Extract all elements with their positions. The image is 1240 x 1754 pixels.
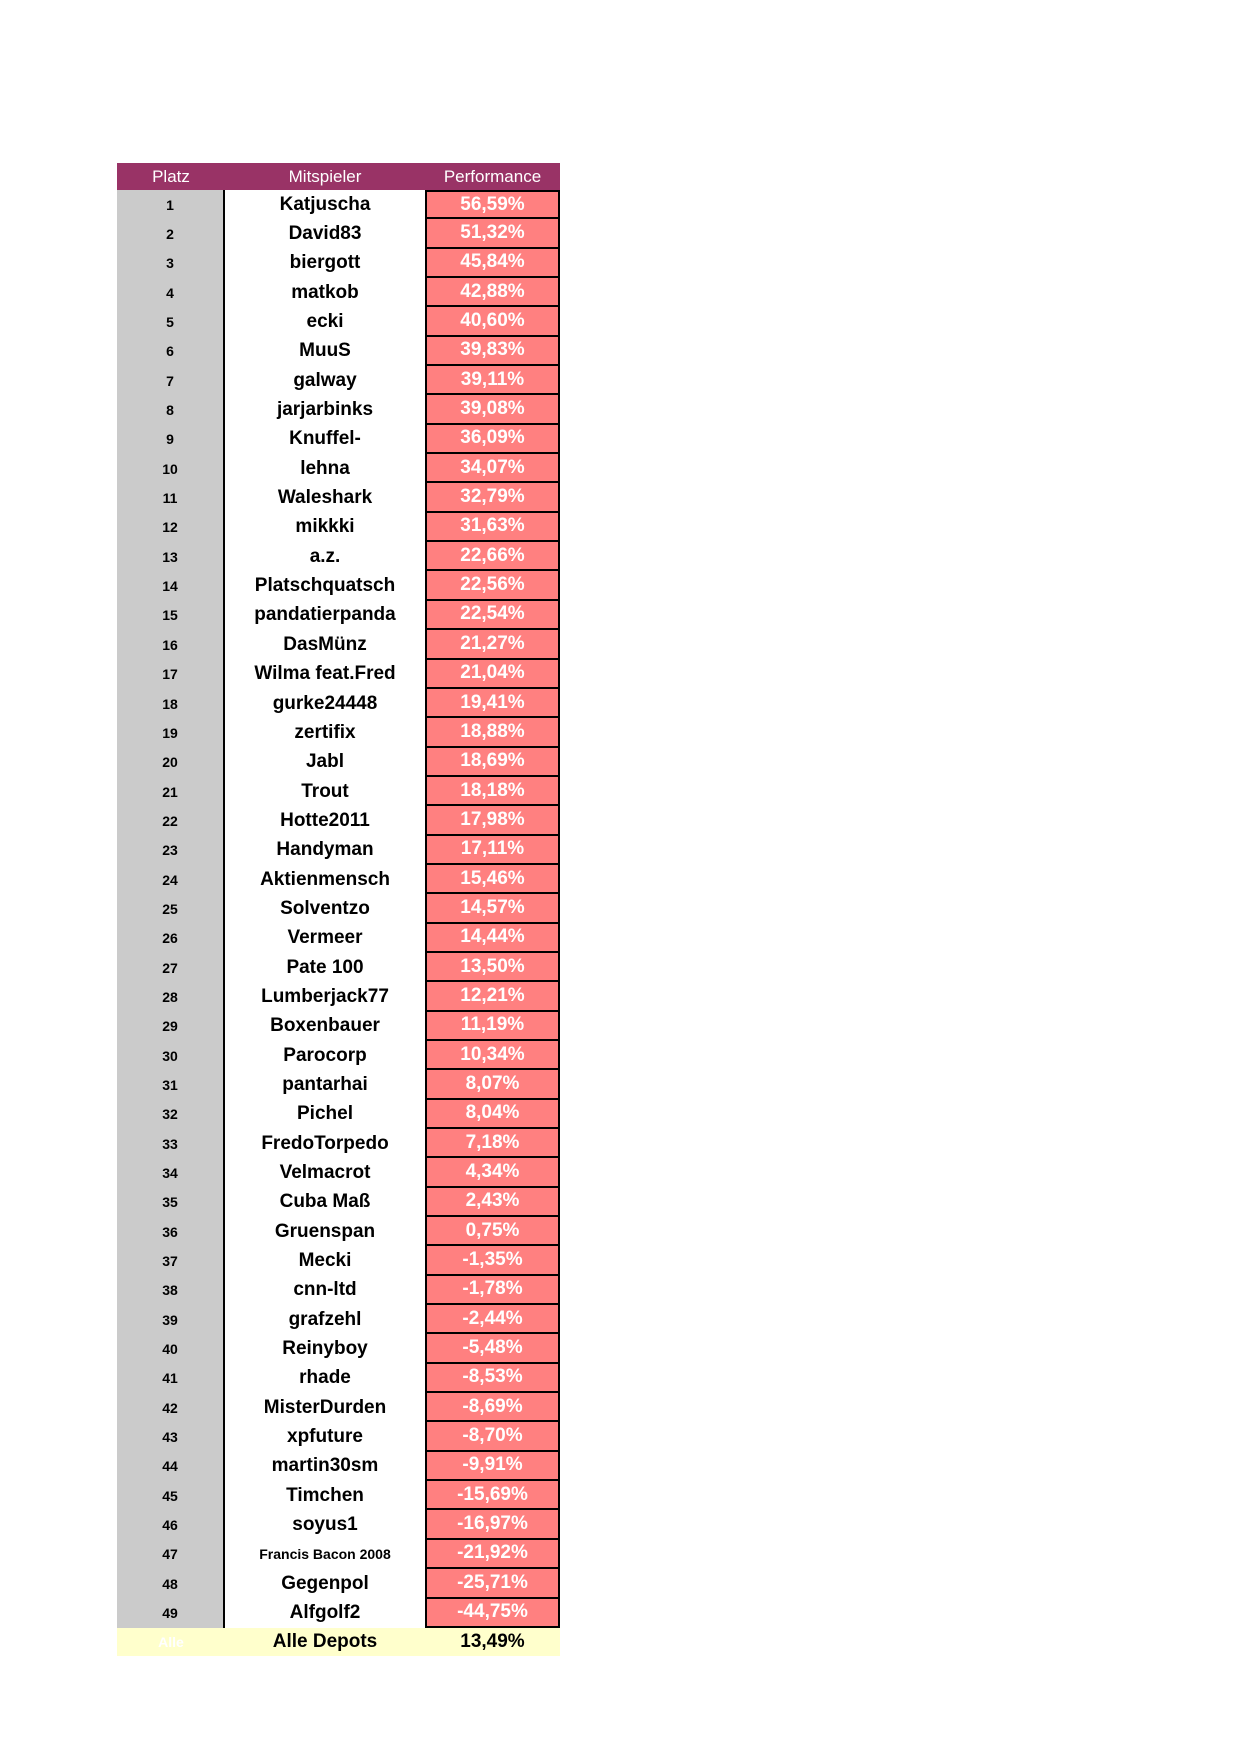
rank-cell: 46 [117,1510,225,1539]
performance-cell: 8,07% [425,1070,560,1099]
table-row [117,1452,560,1481]
rank-cell: 17 [117,660,225,689]
table-row [117,1246,560,1275]
table-row [117,660,560,689]
rank-cell: 3 [117,249,225,278]
rank-cell: 39 [117,1305,225,1334]
rank-cell: 18 [117,689,225,718]
performance-cell: -15,69% [425,1481,560,1510]
table-row [117,307,560,336]
performance-cell: 39,08% [425,395,560,424]
player-name-cell: Wilma feat.Fred [225,660,425,689]
table-row [117,278,560,307]
column-header-performance: Performance [443,166,542,186]
player-name-cell: Handyman [225,836,425,865]
player-name-cell: mikkki [225,513,425,542]
performance-cell: 18,18% [425,777,560,806]
player-name-cell: MisterDurden [225,1393,425,1422]
table-row [117,1041,560,1070]
performance-cell: 17,98% [425,806,560,835]
performance-cell: -1,35% [425,1246,560,1275]
rank-cell: 28 [117,982,225,1011]
performance-cell: 18,69% [425,748,560,777]
performance-cell: -2,44% [425,1305,560,1334]
table-row [117,1334,560,1363]
table-row [117,1100,560,1129]
player-name-cell: zertifix [225,718,425,747]
performance-cell: -16,97% [425,1510,560,1539]
player-name-cell: Cuba Maß [225,1188,425,1217]
performance-cell: 10,34% [425,1041,560,1070]
rank-cell: 22 [117,806,225,835]
player-name-cell: rhade [225,1364,425,1393]
performance-cell: 13,50% [425,953,560,982]
table-row [117,454,560,483]
performance-cell: 39,11% [425,366,560,395]
rank-cell: 4 [117,278,225,307]
rank-cell: 2 [117,219,225,248]
table-row [117,1070,560,1099]
performance-cell: 2,43% [425,1188,560,1217]
player-name-cell: pantarhai [225,1070,425,1099]
table-header-row [117,163,560,190]
player-name-cell: pandatierpanda [225,601,425,630]
table-row [117,1158,560,1187]
player-name-cell: matkob [225,278,425,307]
player-name-cell: Gruenspan [225,1217,425,1246]
table-row [117,513,560,542]
table-row [117,953,560,982]
player-name-cell: soyus1 [225,1510,425,1539]
table-row [117,865,560,894]
rank-cell: 40 [117,1334,225,1363]
rank-cell: 25 [117,894,225,923]
rank-cell: 7 [117,366,225,395]
footer-performance-cell: 13,49% [460,1630,525,1652]
performance-cell: 36,09% [425,425,560,454]
player-name-cell: Timchen [225,1481,425,1510]
player-name-cell: DasMünz [225,630,425,659]
player-name-cell: galway [225,366,425,395]
table-row [117,190,560,219]
performance-cell: -8,70% [425,1422,560,1451]
performance-cell: -8,53% [425,1364,560,1393]
table-row [117,982,560,1011]
player-name-cell: jarjarbinks [225,395,425,424]
performance-cell: -25,71% [425,1569,560,1598]
table-row [117,249,560,278]
player-name-cell: Aktienmensch [225,865,425,894]
performance-cell: -1,78% [425,1276,560,1305]
player-name-cell: Solventzo [225,894,425,923]
table-row [117,366,560,395]
table-row [117,1510,560,1539]
table-row [117,601,560,630]
player-name-cell: David83 [225,219,425,248]
player-name-cell: biergott [225,249,425,278]
rank-cell: 49 [117,1599,225,1628]
performance-cell: 12,21% [425,982,560,1011]
player-name-cell: Katjuscha [225,190,425,219]
player-name-cell: Gegenpol [225,1569,425,1598]
rank-cell: 48 [117,1569,225,1598]
player-name-cell: Hotte2011 [225,806,425,835]
player-name-cell: Parocorp [225,1041,425,1070]
table-row [117,1188,560,1217]
performance-cell: 45,84% [425,249,560,278]
table-row [117,1540,560,1569]
player-name-cell: grafzehl [225,1305,425,1334]
table-row [117,630,560,659]
rank-cell: 35 [117,1188,225,1217]
table-row [117,425,560,454]
table-row [117,777,560,806]
rank-cell: 6 [117,337,225,366]
table-row [117,689,560,718]
table-row [117,836,560,865]
performance-cell: 15,46% [425,865,560,894]
rank-cell: 24 [117,865,225,894]
performance-cell: 18,88% [425,718,560,747]
performance-cell: 31,63% [425,513,560,542]
table-row [117,1129,560,1158]
performance-cell: -44,75% [425,1599,560,1628]
table-row [117,1012,560,1041]
rank-cell: 38 [117,1276,225,1305]
rank-cell: 11 [117,483,225,512]
rank-cell: 42 [117,1393,225,1422]
rank-cell: 33 [117,1129,225,1158]
performance-cell: 22,56% [425,571,560,600]
player-name-cell: martin30sm [225,1452,425,1481]
performance-cell: 32,79% [425,483,560,512]
rank-cell: 5 [117,307,225,336]
footer-name-cell: Alle Depots [272,1630,378,1652]
performance-cell: 56,59% [425,190,560,219]
player-name-cell: Knuffel- [225,425,425,454]
table-row [117,337,560,366]
rank-cell: 20 [117,748,225,777]
table-row [117,1393,560,1422]
table-row [117,1599,560,1628]
table-row [117,1481,560,1510]
player-name-cell: Velmacrot [225,1158,425,1187]
rank-cell: 8 [117,395,225,424]
table-row [117,1364,560,1393]
rank-cell: 10 [117,454,225,483]
rank-cell: 12 [117,513,225,542]
player-name-cell: a.z. [225,542,425,571]
performance-cell: 17,11% [425,836,560,865]
column-header-mitspieler: Mitspieler [288,166,362,186]
rank-cell: 32 [117,1100,225,1129]
table-row [117,1422,560,1451]
performance-cell: 42,88% [425,278,560,307]
performance-cell: 39,83% [425,337,560,366]
rank-cell: 1 [117,190,225,219]
column-header-platz: Platz [152,166,190,186]
rank-cell: 30 [117,1041,225,1070]
performance-cell: 0,75% [425,1217,560,1246]
player-name-cell: Trout [225,777,425,806]
player-name-cell: Francis Bacon 2008 [225,1540,425,1569]
performance-cell: 34,07% [425,454,560,483]
rank-cell: 19 [117,718,225,747]
rank-cell: 14 [117,571,225,600]
performance-cell: -21,92% [425,1540,560,1569]
rank-cell: 34 [117,1158,225,1187]
rank-cell: 23 [117,836,225,865]
rank-cell: 15 [117,601,225,630]
player-name-cell: Boxenbauer [225,1012,425,1041]
table-row [117,748,560,777]
performance-cell: 21,27% [425,630,560,659]
table-row [117,571,560,600]
table-row [117,924,560,953]
rank-cell: 31 [117,1070,225,1099]
table-row [117,894,560,923]
table-row [117,395,560,424]
table-row [117,219,560,248]
performance-cell: 22,66% [425,542,560,571]
player-name-cell: cnn-ltd [225,1276,425,1305]
player-name-cell: gurke24448 [225,689,425,718]
rank-cell: 29 [117,1012,225,1041]
rank-cell: 47 [117,1540,225,1569]
table-row [117,1569,560,1598]
player-name-cell: Jabl [225,748,425,777]
table-footer-row [117,1628,560,1656]
performance-cell: -8,69% [425,1393,560,1422]
player-name-cell: Alfgolf2 [225,1599,425,1628]
ranking-table [117,163,560,1656]
player-name-cell: Pichel [225,1100,425,1129]
rank-cell: 37 [117,1246,225,1275]
player-name-cell: Mecki [225,1246,425,1275]
player-name-cell: FredoTorpedo [225,1129,425,1158]
rank-cell: 44 [117,1452,225,1481]
rank-cell: 16 [117,630,225,659]
player-name-cell: xpfuture [225,1422,425,1451]
rank-cell: 43 [117,1422,225,1451]
performance-cell: 51,32% [425,219,560,248]
performance-cell: -9,91% [425,1452,560,1481]
player-name-cell: lehna [225,454,425,483]
table-row [117,542,560,571]
player-name-cell: Vermeer [225,924,425,953]
performance-cell: 4,34% [425,1158,560,1187]
rank-cell: 36 [117,1217,225,1246]
performance-cell: 11,19% [425,1012,560,1041]
performance-cell: 19,41% [425,689,560,718]
rank-cell: 26 [117,924,225,953]
footer-rank-cell: Alle [158,1633,184,1650]
player-name-cell: MuuS [225,337,425,366]
rank-cell: 9 [117,425,225,454]
table-row [117,806,560,835]
player-name-cell: Platschquatsch [225,571,425,600]
player-name-cell: Waleshark [225,483,425,512]
performance-cell: -5,48% [425,1334,560,1363]
player-name-cell: ecki [225,307,425,336]
performance-cell: 7,18% [425,1129,560,1158]
player-name-cell: Reinyboy [225,1334,425,1363]
player-name-cell: Pate 100 [225,953,425,982]
table-row [117,1276,560,1305]
rank-cell: 41 [117,1364,225,1393]
performance-cell: 21,04% [425,660,560,689]
performance-cell: 40,60% [425,307,560,336]
rank-cell: 21 [117,777,225,806]
player-name-cell: Lumberjack77 [225,982,425,1011]
rank-cell: 13 [117,542,225,571]
table-row [117,1217,560,1246]
performance-cell: 8,04% [425,1100,560,1129]
table-row [117,718,560,747]
table-row [117,1305,560,1334]
rank-cell: 45 [117,1481,225,1510]
rank-cell: 27 [117,953,225,982]
performance-cell: 22,54% [425,601,560,630]
performance-cell: 14,44% [425,924,560,953]
table-body [117,190,560,1628]
performance-cell: 14,57% [425,894,560,923]
table-row [117,483,560,512]
